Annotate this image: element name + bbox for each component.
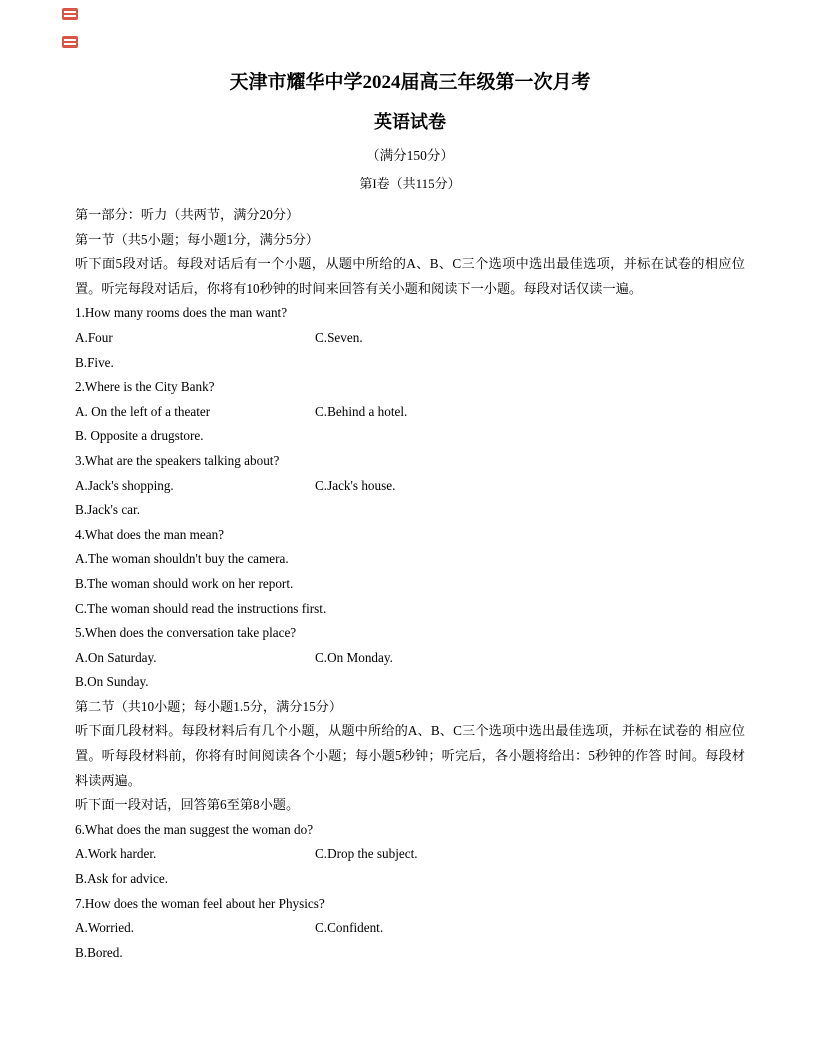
- options-6-ac-right: C.Drop the subject.: [315, 846, 418, 862]
- question-3: 3.What are the speakers talking about?: [75, 452, 280, 468]
- options-7-ac-left: A.Worried.: [75, 920, 134, 936]
- options-1-ac: [75, 326, 745, 351]
- section-heading-node2: 第二节（共10小题；每小题1.5分，满分15分）: [75, 698, 343, 714]
- options-7-ac: [75, 916, 745, 941]
- page-subtitle: 英语试卷: [374, 112, 446, 132]
- options-6-ac-left: A.Work harder.: [75, 846, 157, 862]
- option-5-b: B.On Sunday.: [75, 674, 149, 690]
- options-3-ac-right: C.Jack's house.: [315, 477, 396, 493]
- instructions-node1: 听下面5段对话。每段对话后有一个小题，从题中所给的A、B、C三个选项中选出最佳选项，并标在试卷的相应位置。听完每段对话后，你将有10秒钟的时间来回答有关小题和阅读下一小题。每段对话仅读一遍。: [75, 256, 745, 296]
- total-score-note: （满分150分）: [366, 148, 454, 163]
- question-4: 4.What does the man mean?: [75, 526, 225, 542]
- section-heading-node1: 第一节（共5小题；每小题1分，满分5分）: [75, 231, 319, 247]
- options-1-ac-right: C.Seven.: [315, 329, 363, 345]
- question-5: 5.When does the conversation take place?: [75, 625, 297, 641]
- options-5-ac-right: C.On Monday.: [315, 649, 393, 665]
- option-2-b: B. Opposite a drugstore.: [75, 428, 204, 444]
- option-6-b: B.Ask for advice.: [75, 871, 169, 887]
- options-3-ac: [75, 474, 745, 499]
- section-heading-part1: 第一部分：听力（共两节，满分20分）: [75, 207, 300, 222]
- dialog-intro-6-8: 听下面一段对话，回答第6至第8小题。: [75, 797, 300, 813]
- options-5-ac-left: A.On Saturday.: [75, 649, 157, 665]
- question-1: 1.How many rooms does the man want?: [75, 305, 288, 321]
- option-4-b: B.The woman should work on her report.: [75, 575, 294, 591]
- options-6-ac: [75, 842, 745, 867]
- options-7-ac-right: C.Confident.: [315, 920, 384, 936]
- page-title: 天津市耀华中学2024届高三年级第一次月考: [229, 72, 591, 93]
- option-7-b: B.Bored.: [75, 944, 123, 960]
- options-2-ac-left: A. On the left of a theater: [75, 403, 211, 419]
- options-3-ac-left: A.Jack's shopping.: [75, 477, 174, 493]
- option-1-b: B.Five.: [75, 354, 114, 370]
- instructions-node2: 听下面几段材料。每段材料后有几个小题，从题中所给的A、B、C三个选项中选出最佳选项，并标在试卷的 相应位置。听每段材料前，你将有时间阅读各个小题；每小题5秒钟；听完后，各小题将给出：5秒钟的作答 时间。每段材料读两遍。: [75, 723, 745, 788]
- options-2-ac: [75, 400, 745, 425]
- content-lines: [75, 203, 745, 965]
- option-4-a: A.The woman shouldn't buy the camera.: [75, 551, 289, 567]
- question-2: 2.Where is the City Bank?: [75, 379, 215, 395]
- question-7: 7.How does the woman feel about her Physics?: [75, 895, 325, 911]
- volume-heading: 第I卷（共115分）: [359, 176, 461, 191]
- option-3-b: B.Jack's car.: [75, 502, 140, 518]
- option-4-c: C.The woman should read the instructions first.: [75, 600, 327, 616]
- options-1-ac-left: A.Four: [75, 329, 113, 345]
- question-6: 6.What does the man suggest the woman do?: [75, 821, 314, 837]
- options-2-ac-right: C.Behind a hotel.: [315, 403, 408, 419]
- options-5-ac: [75, 646, 745, 671]
